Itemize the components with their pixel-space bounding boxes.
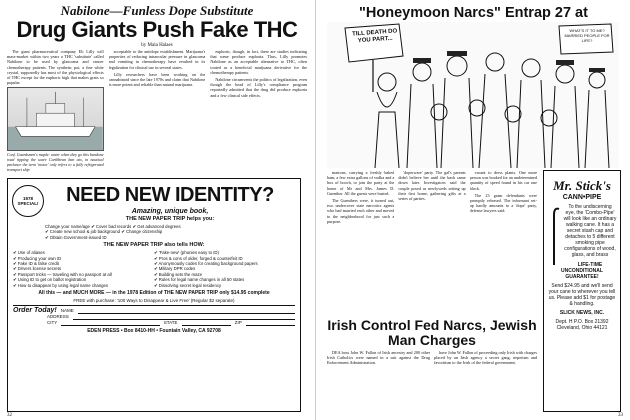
- ad-contents-item: ✔ 'Fake-new' (phonies easy to ID): [154, 250, 219, 256]
- ad-contents-item: ✔ How to disappear by using legal name changes: [13, 282, 109, 288]
- cartoon-sign-text: TILL DEATH DO YOU PART...: [352, 28, 398, 45]
- ad2-company: SLICK NEWS, INC.: [559, 310, 605, 316]
- paragraph: The Guenthers were, it turned out, two undercover state narcotics agents who had married each other and moved to the neighborhood for just such a purpose.: [327, 198, 395, 224]
- ad-contents-item: ✔ Dissolving secret legal residency: [154, 282, 222, 288]
- ad-badge-text: 1978 SPECIAL!: [17, 196, 39, 206]
- article-column-2: [109, 49, 206, 176]
- ad-badge: [12, 185, 44, 217]
- ad-footer: EDEN PRESS • Box 8410-HH • Fountain Valley, CA 92708: [87, 328, 221, 335]
- cane-pipe-ad: [543, 170, 621, 412]
- photo-caption: Conf. Guardsmen's maple: water when they go this bundone road ripping the scare Caribbean ban ato, in nautical parlance the term 'motor' only refers to a fully refrigerated transport ship: [7, 152, 104, 172]
- article-kicker: Nabilone—Funless Dope Substitute: [60, 3, 254, 18]
- form-city-field[interactable]: [61, 320, 159, 326]
- ad-contents-left: [13, 250, 154, 288]
- cartoon-sign-text-2: WHAT'S IT TO ME? MARRIED PEOPLE FOR LIFE?: [564, 28, 610, 43]
- ad-contents-item: ✔ Building sets the maze: [154, 271, 203, 277]
- article-headline: Drug Giants Push Fake THC: [16, 17, 298, 42]
- ad-contents-item: ✔ Using ID to get on ballot registration: [13, 277, 87, 283]
- article-column-r5: [434, 350, 537, 366]
- ad-title: NEED NEW IDENTITY?: [66, 184, 274, 206]
- ad-contents-heading: THE NEW PAPER TRIP also tells HOW:: [103, 242, 205, 249]
- ad-contents-item: ✔ Passport tricks — traveling with no passport at all: [13, 271, 112, 277]
- article-columns-right-2: [327, 350, 537, 366]
- article-byline: by Mala Halaes: [141, 43, 173, 48]
- article-headline-right-2: Irish Control Fed Narcs, Jewish Man Charges: [327, 317, 537, 348]
- paragraph: matrons, carrying a freshly baked ham, a few extra gallons of vodka and a box of hooch, to join the party at the home of Mr and Mrs. James D. Guenther. All the guests were busted.: [327, 170, 395, 196]
- form-address-label: ADDRESS: [47, 314, 69, 320]
- ad-order-form: [13, 305, 295, 326]
- article-column-r2: [398, 170, 465, 226]
- article-columns: [7, 49, 307, 176]
- ad2-address: Dept. H P.O. Box 21392 Cleveland, Ohio 44121: [555, 319, 609, 331]
- article-headline-right: "Honeymoon Narcs" Entrap 27 at: [359, 5, 588, 21]
- article-column-1: [7, 49, 104, 176]
- form-state-field[interactable]: [182, 320, 231, 326]
- ad-free-bonus: FREE with purchase: '100 Ways to Disappear & Live Free' (Regular $2 separate): [73, 298, 235, 304]
- ad-offer: All this — and MUCH MORE — in the 1978 Edition of THE NEW PAPER TRIP only $14.95 complete: [38, 290, 270, 297]
- form-city-label: CITY: [47, 320, 58, 326]
- form-state-label: STATE: [163, 320, 178, 326]
- ad2-guarantee: LIFE-TIME UNCONDITIONAL GUARANTEE!: [561, 262, 603, 280]
- ad-contents-item: ✔ Use of aliases: [13, 250, 45, 256]
- paragraph: vacant to dress plants. One more person was booked for an undetermined quantity of speed found in his car one block.: [469, 170, 537, 191]
- paragraph: have John W. Fallon of proceeding only Irish with charges placed by an Irish agency a secret gang, nepotism and favoritism to the Irish of the federal government.: [434, 350, 537, 366]
- ad-benefit: Change your name/age ✔ Cover bad records ✔ Get advanced degrees: [45, 224, 181, 229]
- form-zip-field[interactable]: [246, 320, 295, 326]
- ship-photo: [7, 87, 104, 151]
- article-column-r3: [470, 170, 537, 226]
- ad-contents-right: [154, 250, 295, 288]
- paragraph: Lilly researchers have been working on the cannabinoid since the late 1970s and claim that Nabilone is more potent and reliable than natural marijuana.: [108, 71, 206, 88]
- article-column-r4: [327, 350, 430, 366]
- article-columns-right: [327, 170, 537, 226]
- page-number-left: 32: [7, 413, 12, 418]
- ad-contents-item: ✔ Rules for legal name changes in all 50 states: [154, 277, 245, 283]
- paragraph: Nabilone circumvents the politics of legalization, even though the head of Lilly's compliance program reportedly admitted that the drug did produce euphoria and a few clinical side effects.: [210, 77, 308, 98]
- article-column-3: [210, 49, 307, 176]
- ship-illustration-icon: [8, 88, 103, 150]
- ad-subtitle: Amazing, unique book,: [131, 208, 209, 215]
- ad-contents-item: ✔ Military DPR codes: [154, 266, 196, 272]
- ad-contents: [13, 250, 295, 288]
- page-number-right: 33: [618, 413, 623, 418]
- cartoon-illustration: [327, 22, 619, 168]
- paragraph: acceptable to the antidope establishment. Marijuana's properties of reducing intraocular pressure in glaucoma and vomiting in chemotherapy have resulted in its legalization for clinical use in several states.: [108, 49, 206, 70]
- paragraph: The 23 gram defendants were promptly released. The informant set-up hardly amounts to a 'dope' party, defense lawyers said.: [469, 192, 537, 214]
- cane-pipe-icon: [547, 205, 561, 265]
- form-zip-label: ZIP: [234, 320, 242, 326]
- ad-benefits: [45, 224, 295, 240]
- ad-benefit: ✔ Obtain Government-issued ID: [45, 234, 107, 240]
- ad-contents-item: ✔ Pros & cons of older, forged & counterfeit ID: [154, 255, 243, 261]
- ad-subtitle-2: THE NEW PAPER TRIP helps you:: [125, 216, 215, 222]
- ad2-description: To the undiscerning eye, the 'Combo-Pipe' will look like an ordinary walking cane. It has a secret stash cap and detaches to 5 different smoking pipe configurations of wood, glass, and brass: [563, 204, 617, 258]
- paragraph: 'doperware' party. The gal's parents didn't believe her until the bash came down later. Investigators said the couple posed as newlyweds setting up their first home, gathering gifts at a series of parties.: [398, 170, 466, 202]
- ad-contents-item: ✔ Drivers license secrets: [13, 266, 62, 272]
- ad-contents-item: ✔ Anonymously codes for creating background papers: [154, 261, 258, 267]
- ad-contents-item: ✔ Fake ID & false credit: [13, 261, 59, 267]
- ad-contents-item: ✔ Producing your own ID: [13, 255, 62, 261]
- ad-benefit: ✔ Create new school & job background ✔ Change citizenship: [45, 229, 163, 235]
- ad2-brand: Mr. Stick's: [553, 178, 611, 193]
- paragraph: DEA boss John W. Fallon of Irish ancestry and 200 other Irish Catholics were named in a suit against the Drug Enforcement Administration.: [327, 350, 430, 366]
- ad2-order: Send $24.95 and we'll send your cane to wherever you tell us. Please add $1 for postage & handling.: [548, 283, 616, 307]
- ad2-product: CANN•PIPE: [562, 194, 602, 201]
- new-identity-ad: [7, 178, 301, 412]
- paragraph: The giant pharmaceutical company Eli Lilly will mass-market within two years a THC 'substitute' called Nabilone to be used by glaucoma and cancer chemotherapy patients. The synthetic pot, a fine white crystal, supposedly has most of the physiological effects of THC except for the euphoric high that makes grass so popular.: [7, 49, 104, 86]
- article-column-r1: [327, 170, 394, 226]
- paragraph: euphoric, though, in fact, there are studies indicating that some produce euphoria. Thus, Lilly promotes Nabilone as an acceptable alternative to THC, often touted as a beneficial marijuana derivative for the chemotherapy patients.: [210, 49, 308, 75]
- ad-order-label: Order Today!: [13, 307, 57, 315]
- form-name-label: NAME: [60, 308, 74, 314]
